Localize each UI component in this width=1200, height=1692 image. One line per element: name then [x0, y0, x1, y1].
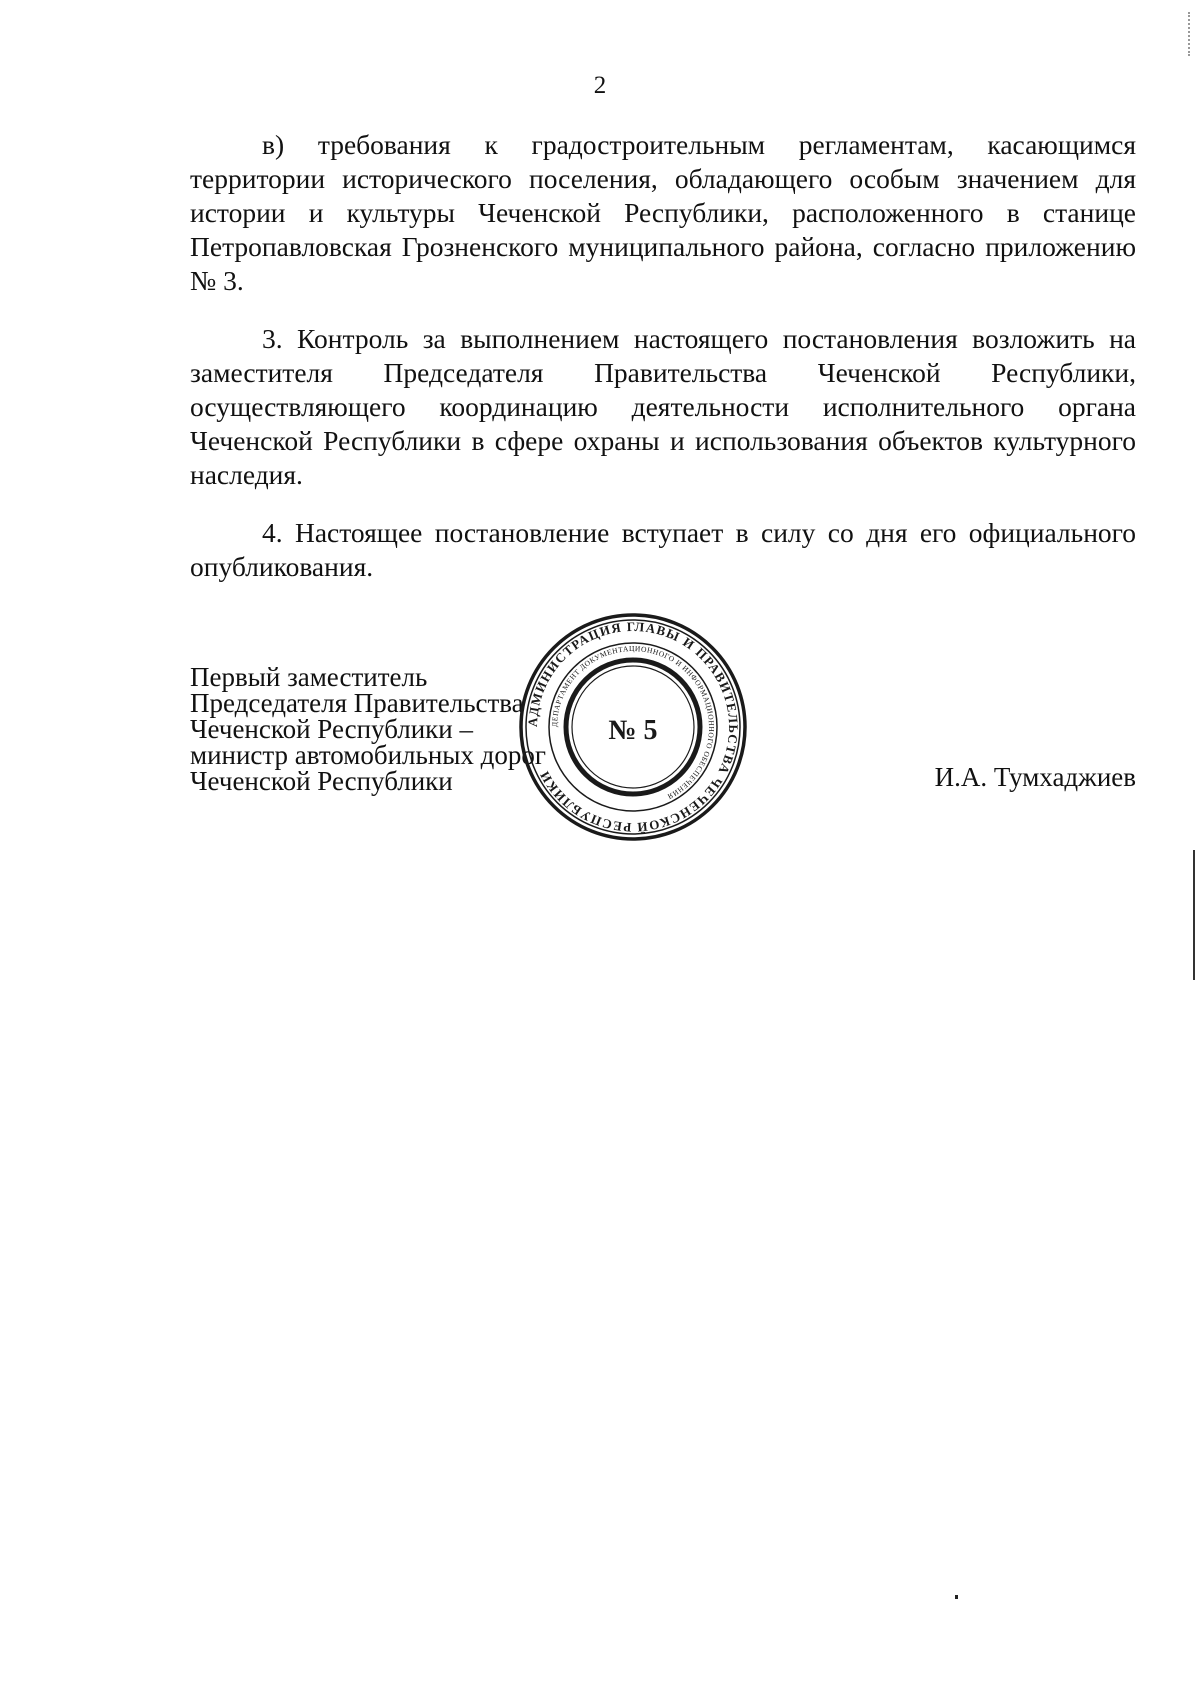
position-line: Первый заместитель — [190, 662, 428, 692]
signatory-name: И.А. Тумхаджиев — [934, 762, 1136, 792]
seal-graphic — [518, 612, 748, 842]
page-number: 2 — [593, 72, 607, 99]
scan-tick-mark — [1188, 12, 1192, 56]
scan-dot-mark — [955, 1595, 958, 1599]
position-line: Председателя Правительства — [190, 688, 524, 718]
position-line: Чеченской Республики — [190, 766, 453, 796]
seal-outer-text: АДМИНИСТРАЦИЯ ГЛАВЫ И ПРАВИТЕЛЬСТВА ЧЕЧЕНСКОЙ РЕСПУБЛИКИ — [524, 618, 742, 836]
position-line: Чеченской Республики – — [190, 714, 473, 744]
seal-number: № 5 — [608, 715, 658, 746]
paragraph-item-v: в) требования к градостроительным регламентам, касающимся территории исторического поселения, обладающего особым значением для истории и культуры Чеченской Республики, расположенного в станице Петропавловская Грозненского муниципального района, согласно приложению № 3. — [190, 129, 1136, 296]
paragraph-item-4: 4. Настоящее постановление вступает в силу со дня его официального опубликования. — [190, 517, 1136, 582]
document-body — [190, 128, 1136, 608]
scan-margin-mark — [1193, 850, 1195, 980]
official-seal — [518, 612, 748, 842]
position-line: министр автомобильных дорог — [190, 740, 546, 770]
signatory-position — [190, 664, 546, 794]
paragraph-item-3: 3. Контроль за выполнением настоящего постановления возложить на заместителя Председателя Правительства Чеченской Республики, осуществляющего координацию деятельности исполнительного органа Чеченской Республики в сфере охраны и использования объектов культурного наследия. — [190, 323, 1136, 490]
seal-inner-text: ДЕПАРТАМЕНТ ДОКУМЕНТАЦИОННОГО И ИНФОРМАЦИОННОГО ОБЕСПЕЧЕНИЯ — [549, 643, 717, 802]
